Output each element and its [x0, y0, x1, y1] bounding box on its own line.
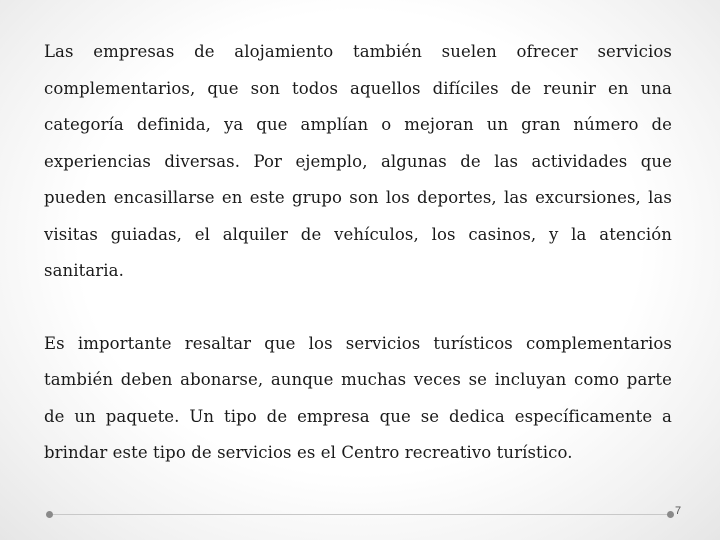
page-number: 7	[675, 505, 682, 517]
paragraph-1: Las empresas de alojamiento también suelen ofrecer servicios complementarios, que son todos aquellos difíciles de reunir en una categoría definida, ya que amplían o mejoran un gran número de experiencias diversas. Por ejemplo, algunas de las actividades que pueden encasillarse en este grupo son los deportes, las excursiones, las visitas guiadas, el alquiler de vehículos, los casinos, y la atención sanitaria.	[44, 42, 672, 280]
footer-right-dot-icon	[667, 511, 674, 518]
footer-divider	[49, 514, 671, 515]
paragraph-2: Es importante resaltar que los servicios turísticos complementarios también deben abonarse, aunque muchas veces se incluyan como parte de un paquete. Un tipo de empresa que se dedica específicamente a brindar este tipo de servicios es el Centro recreativo turístico.	[44, 333, 672, 462]
footer-left-dot-icon	[46, 511, 53, 518]
slide-body	[44, 34, 672, 472]
